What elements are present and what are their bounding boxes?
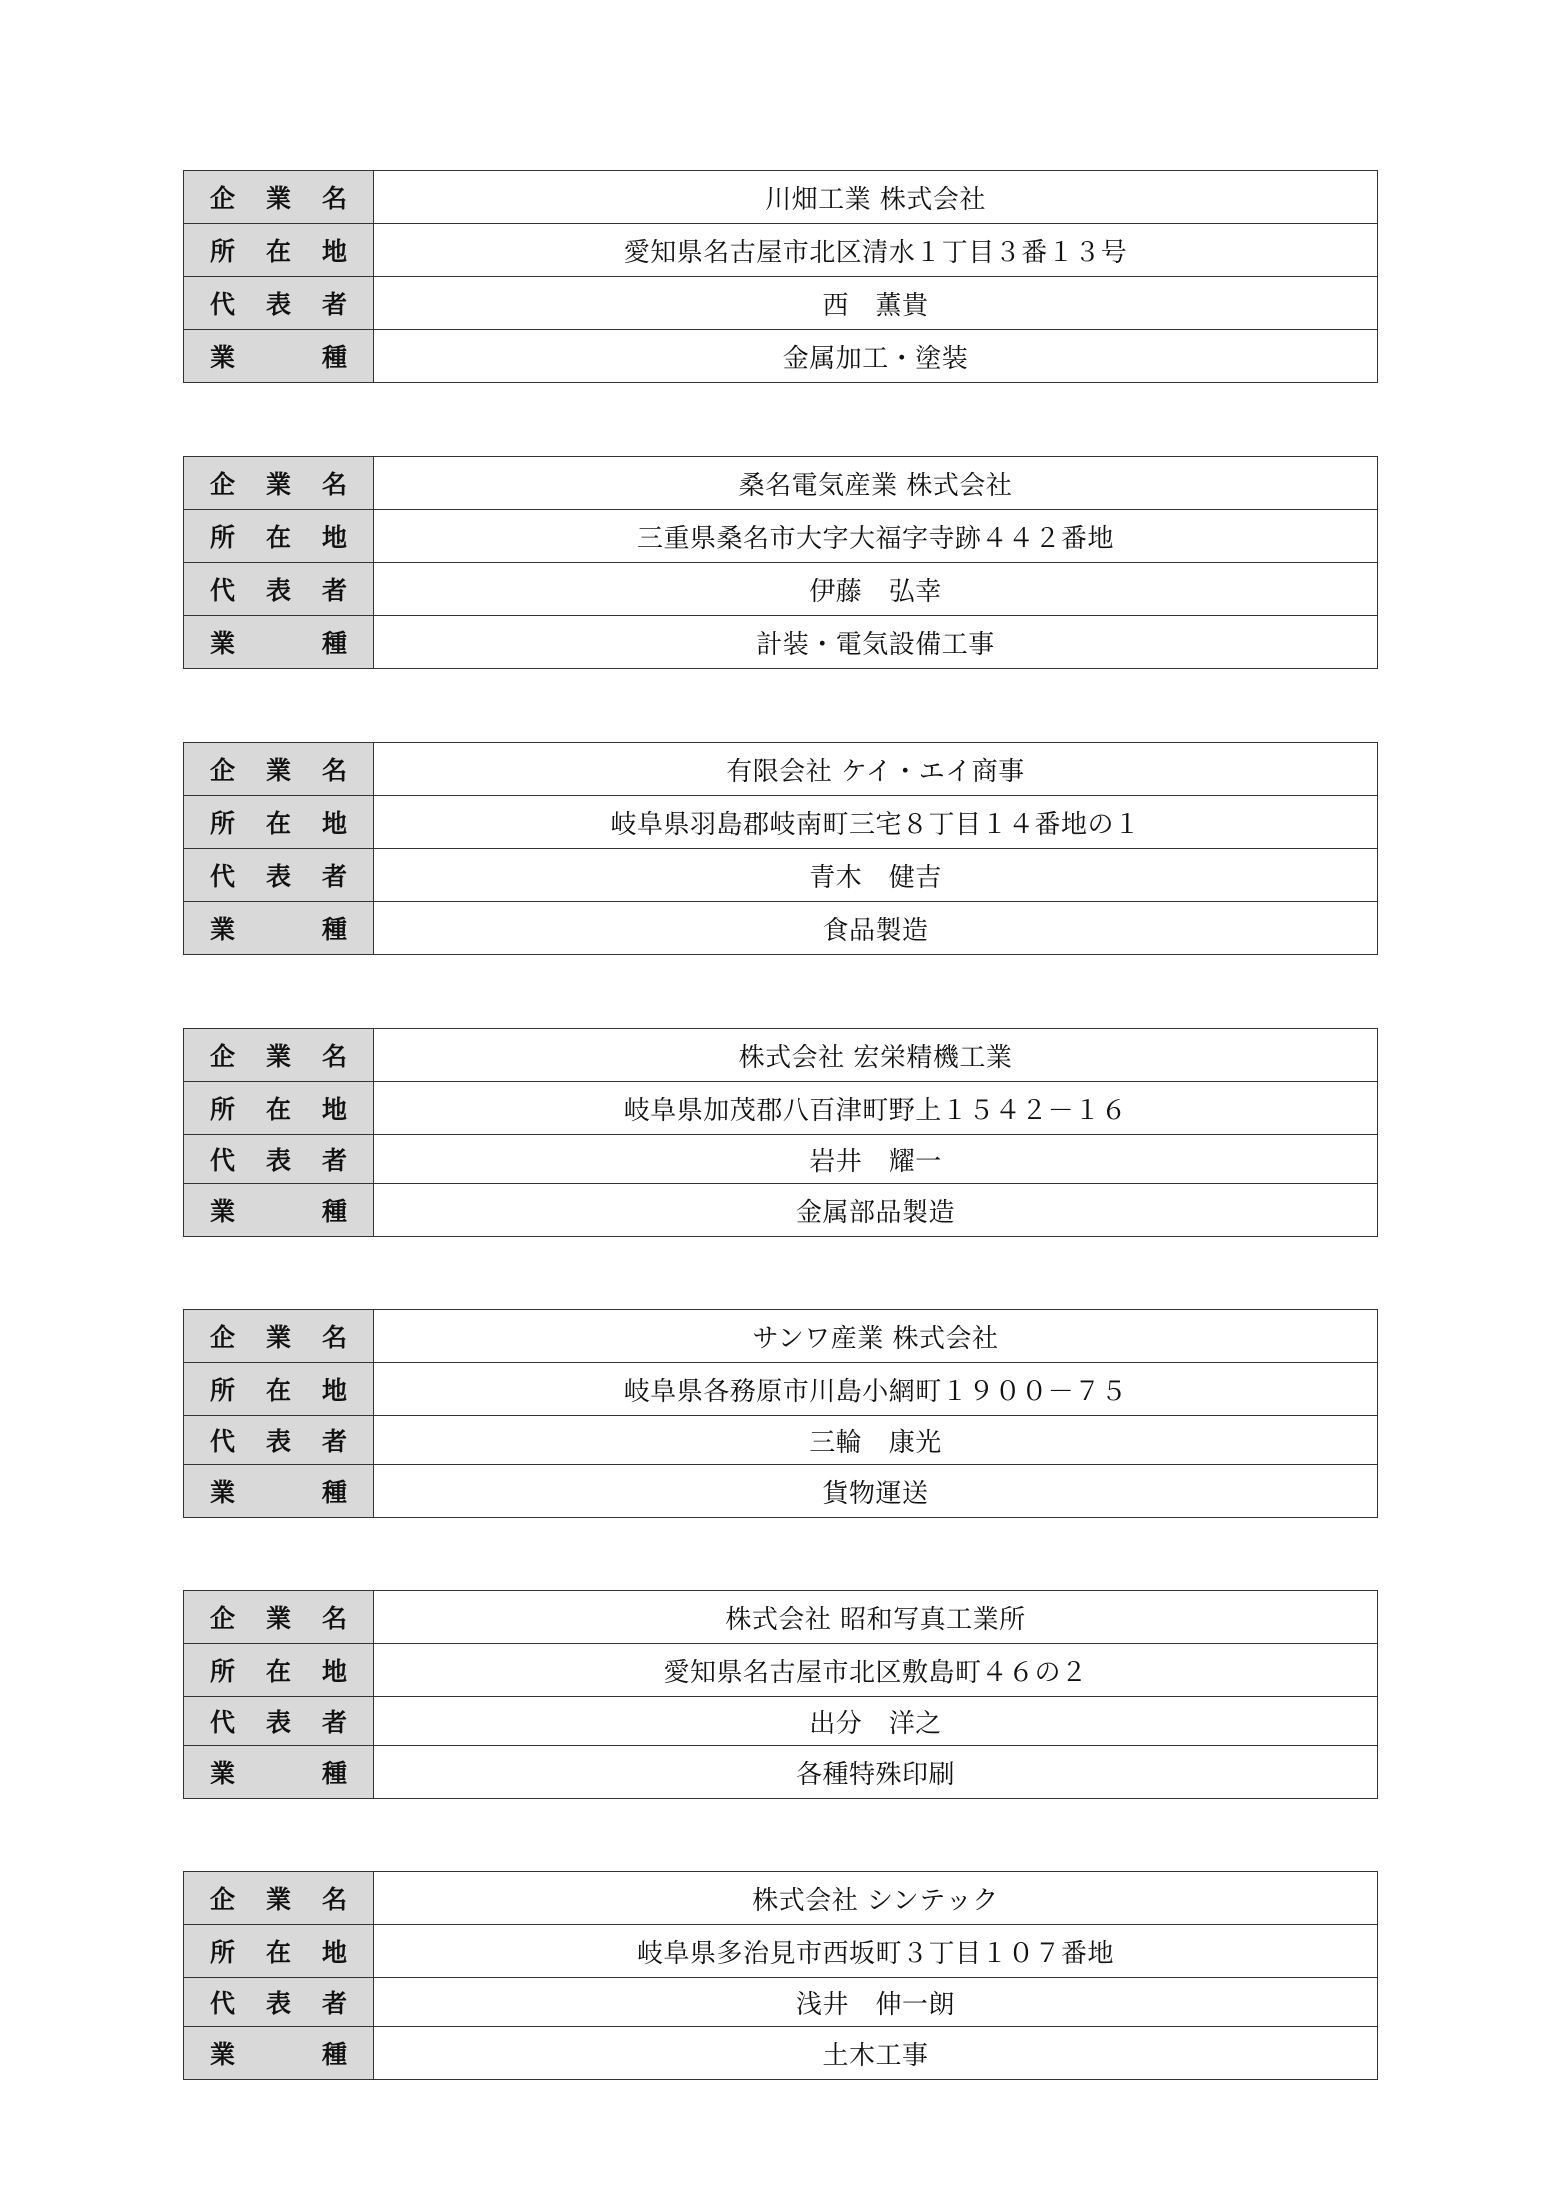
label-char: 所	[210, 523, 236, 552]
industry-row	[184, 330, 1378, 383]
label-char: 名	[321, 1604, 347, 1633]
label-char: 種	[321, 1197, 347, 1226]
label-char: 名	[321, 1042, 347, 1071]
label-char: 業	[265, 756, 291, 785]
industry-row	[184, 616, 1378, 669]
label-char: 代	[210, 1989, 236, 2018]
label-char: 業	[265, 1323, 291, 1352]
address-row	[184, 796, 1378, 849]
industry-label	[184, 2027, 374, 2080]
representative-label	[184, 1978, 374, 2027]
company-name-label	[184, 1872, 374, 1925]
label-char: 名	[321, 184, 347, 213]
industry-label	[184, 330, 374, 383]
company-name-value: 株式会社 宏栄精機工業	[374, 1029, 1378, 1082]
label-char: 企	[210, 184, 236, 213]
industry-value: 貨物運送	[374, 1465, 1378, 1518]
label-char: 在	[265, 809, 291, 838]
label-char: 種	[321, 629, 347, 658]
address-row	[184, 1925, 1378, 1978]
label-char: 企	[210, 756, 236, 785]
representative-row	[184, 1135, 1378, 1184]
representative-row	[184, 1978, 1378, 2027]
company-table	[183, 1590, 1378, 1799]
representative-row	[184, 1697, 1378, 1746]
address-label	[184, 1644, 374, 1697]
label-char: 代	[210, 862, 236, 891]
label-char: 代	[210, 576, 236, 605]
label-char: 名	[321, 1323, 347, 1352]
company-name-row	[184, 1029, 1378, 1082]
label-char: 業	[210, 629, 236, 658]
label-char: 業	[210, 1478, 236, 1507]
label-char: 表	[265, 1427, 291, 1456]
label-char: 在	[265, 1657, 291, 1686]
label-char: 地	[321, 1657, 347, 1686]
address-label	[184, 1925, 374, 1978]
label-char: 企	[210, 470, 236, 499]
label-char: 名	[321, 470, 347, 499]
address-label	[184, 1363, 374, 1416]
label-char: 種	[321, 1478, 347, 1507]
address-value: 岐阜県羽島郡岐南町三宅８丁目１４番地の１	[374, 796, 1378, 849]
industry-value: 各種特殊印刷	[374, 1746, 1378, 1799]
label-char: 所	[210, 1938, 236, 1967]
address-label	[184, 224, 374, 277]
label-char: 表	[265, 862, 291, 891]
company-table	[183, 1871, 1378, 2080]
industry-label	[184, 902, 374, 955]
address-value: 愛知県名古屋市北区敷島町４６の２	[374, 1644, 1378, 1697]
industry-row	[184, 902, 1378, 955]
label-char: 種	[321, 915, 347, 944]
label-char: 者	[321, 862, 347, 891]
company-name-row	[184, 457, 1378, 510]
company-name-row	[184, 1872, 1378, 1925]
label-char: 所	[210, 237, 236, 266]
label-char: 業	[210, 343, 236, 372]
label-char: 業	[265, 1604, 291, 1633]
label-char: 代	[210, 1146, 236, 1175]
label-char: 者	[321, 576, 347, 605]
company-name-value: 川畑工業 株式会社	[374, 171, 1378, 224]
address-label	[184, 796, 374, 849]
label-char: 代	[210, 290, 236, 319]
address-row	[184, 1363, 1378, 1416]
label-char: 代	[210, 1427, 236, 1456]
label-char: 者	[321, 290, 347, 319]
address-label	[184, 1082, 374, 1135]
label-char: 所	[210, 1376, 236, 1405]
label-char: 企	[210, 1604, 236, 1633]
representative-row	[184, 849, 1378, 902]
company-name-row	[184, 743, 1378, 796]
label-char: 在	[265, 523, 291, 552]
label-char: 表	[265, 1708, 291, 1737]
representative-value: 青木 健吉	[374, 849, 1378, 902]
company-name-label	[184, 743, 374, 796]
label-char: 所	[210, 809, 236, 838]
label-char: 表	[265, 576, 291, 605]
company-table	[183, 1309, 1378, 1518]
address-row	[184, 510, 1378, 563]
industry-value: 金属部品製造	[374, 1184, 1378, 1237]
label-char: 企	[210, 1885, 236, 1914]
representative-value: 岩井 耀一	[374, 1135, 1378, 1184]
label-char: 業	[210, 915, 236, 944]
company-table	[183, 456, 1378, 669]
label-char: 業	[265, 470, 291, 499]
industry-value: 土木工事	[374, 2027, 1378, 2080]
label-char: 者	[321, 1146, 347, 1175]
address-label	[184, 510, 374, 563]
company-name-value: サンワ産業 株式会社	[374, 1310, 1378, 1363]
representative-value: 浅井 伸一朗	[374, 1978, 1378, 2027]
label-char: 所	[210, 1095, 236, 1124]
address-value: 三重県桑名市大字大福字寺跡４４２番地	[374, 510, 1378, 563]
address-value: 岐阜県各務原市川島小網町１９００－７５	[374, 1363, 1378, 1416]
address-value: 愛知県名古屋市北区清水１丁目３番１３号	[374, 224, 1378, 277]
address-row	[184, 1644, 1378, 1697]
address-row	[184, 1082, 1378, 1135]
company-name-value: 桑名電気産業 株式会社	[374, 457, 1378, 510]
representative-value: 三輪 康光	[374, 1416, 1378, 1465]
representative-row	[184, 1416, 1378, 1465]
label-char: 表	[265, 1146, 291, 1175]
company-name-label	[184, 1029, 374, 1082]
label-char: 者	[321, 1708, 347, 1737]
representative-label	[184, 1135, 374, 1184]
label-char: 表	[265, 1989, 291, 2018]
company-name-value: 株式会社 昭和写真工業所	[374, 1591, 1378, 1644]
address-value: 岐阜県多治見市西坂町３丁目１０７番地	[374, 1925, 1378, 1978]
label-char: 種	[321, 2040, 347, 2069]
representative-label	[184, 277, 374, 330]
industry-value: 金属加工・塗装	[374, 330, 1378, 383]
label-char: 表	[265, 290, 291, 319]
industry-label	[184, 616, 374, 669]
representative-value: 出分 洋之	[374, 1697, 1378, 1746]
representative-row	[184, 277, 1378, 330]
label-char: 所	[210, 1657, 236, 1686]
company-name-value: 株式会社 シンテック	[374, 1872, 1378, 1925]
representative-label	[184, 1697, 374, 1746]
label-char: 業	[210, 2040, 236, 2069]
representative-value: 西 薫貴	[374, 277, 1378, 330]
industry-value: 食品製造	[374, 902, 1378, 955]
label-char: 業	[265, 1042, 291, 1071]
label-char: 地	[321, 237, 347, 266]
company-table	[183, 742, 1378, 955]
label-char: 業	[210, 1197, 236, 1226]
industry-label	[184, 1465, 374, 1518]
company-name-row	[184, 1591, 1378, 1644]
company-name-row	[184, 1310, 1378, 1363]
address-value: 岐阜県加茂郡八百津町野上１５４２－１６	[374, 1082, 1378, 1135]
industry-label	[184, 1746, 374, 1799]
representative-label	[184, 563, 374, 616]
label-char: 企	[210, 1042, 236, 1071]
label-char: 在	[265, 1095, 291, 1124]
company-table	[183, 170, 1378, 383]
label-char: 在	[265, 1938, 291, 1967]
company-name-label	[184, 457, 374, 510]
representative-label	[184, 849, 374, 902]
representative-value: 伊藤 弘幸	[374, 563, 1378, 616]
industry-row	[184, 1184, 1378, 1237]
label-char: 種	[321, 1759, 347, 1788]
company-name-label	[184, 1591, 374, 1644]
label-char: 在	[265, 237, 291, 266]
address-row	[184, 224, 1378, 277]
industry-row	[184, 2027, 1378, 2080]
label-char: 地	[321, 809, 347, 838]
label-char: 地	[321, 1376, 347, 1405]
label-char: 業	[210, 1759, 236, 1788]
industry-label	[184, 1184, 374, 1237]
company-name-label	[184, 1310, 374, 1363]
label-char: 地	[321, 523, 347, 552]
company-name-value: 有限会社 ケイ・エイ商事	[374, 743, 1378, 796]
label-char: 種	[321, 343, 347, 372]
label-char: 名	[321, 1885, 347, 1914]
label-char: 者	[321, 1427, 347, 1456]
label-char: 者	[321, 1989, 347, 2018]
label-char: 名	[321, 756, 347, 785]
label-char: 代	[210, 1708, 236, 1737]
label-char: 地	[321, 1095, 347, 1124]
label-char: 企	[210, 1323, 236, 1352]
industry-value: 計装・電気設備工事	[374, 616, 1378, 669]
label-char: 業	[265, 1885, 291, 1914]
industry-row	[184, 1465, 1378, 1518]
representative-label	[184, 1416, 374, 1465]
company-table	[183, 1028, 1378, 1237]
company-name-label	[184, 171, 374, 224]
label-char: 地	[321, 1938, 347, 1967]
representative-row	[184, 563, 1378, 616]
industry-row	[184, 1746, 1378, 1799]
label-char: 業	[265, 184, 291, 213]
company-name-row	[184, 171, 1378, 224]
label-char: 在	[265, 1376, 291, 1405]
